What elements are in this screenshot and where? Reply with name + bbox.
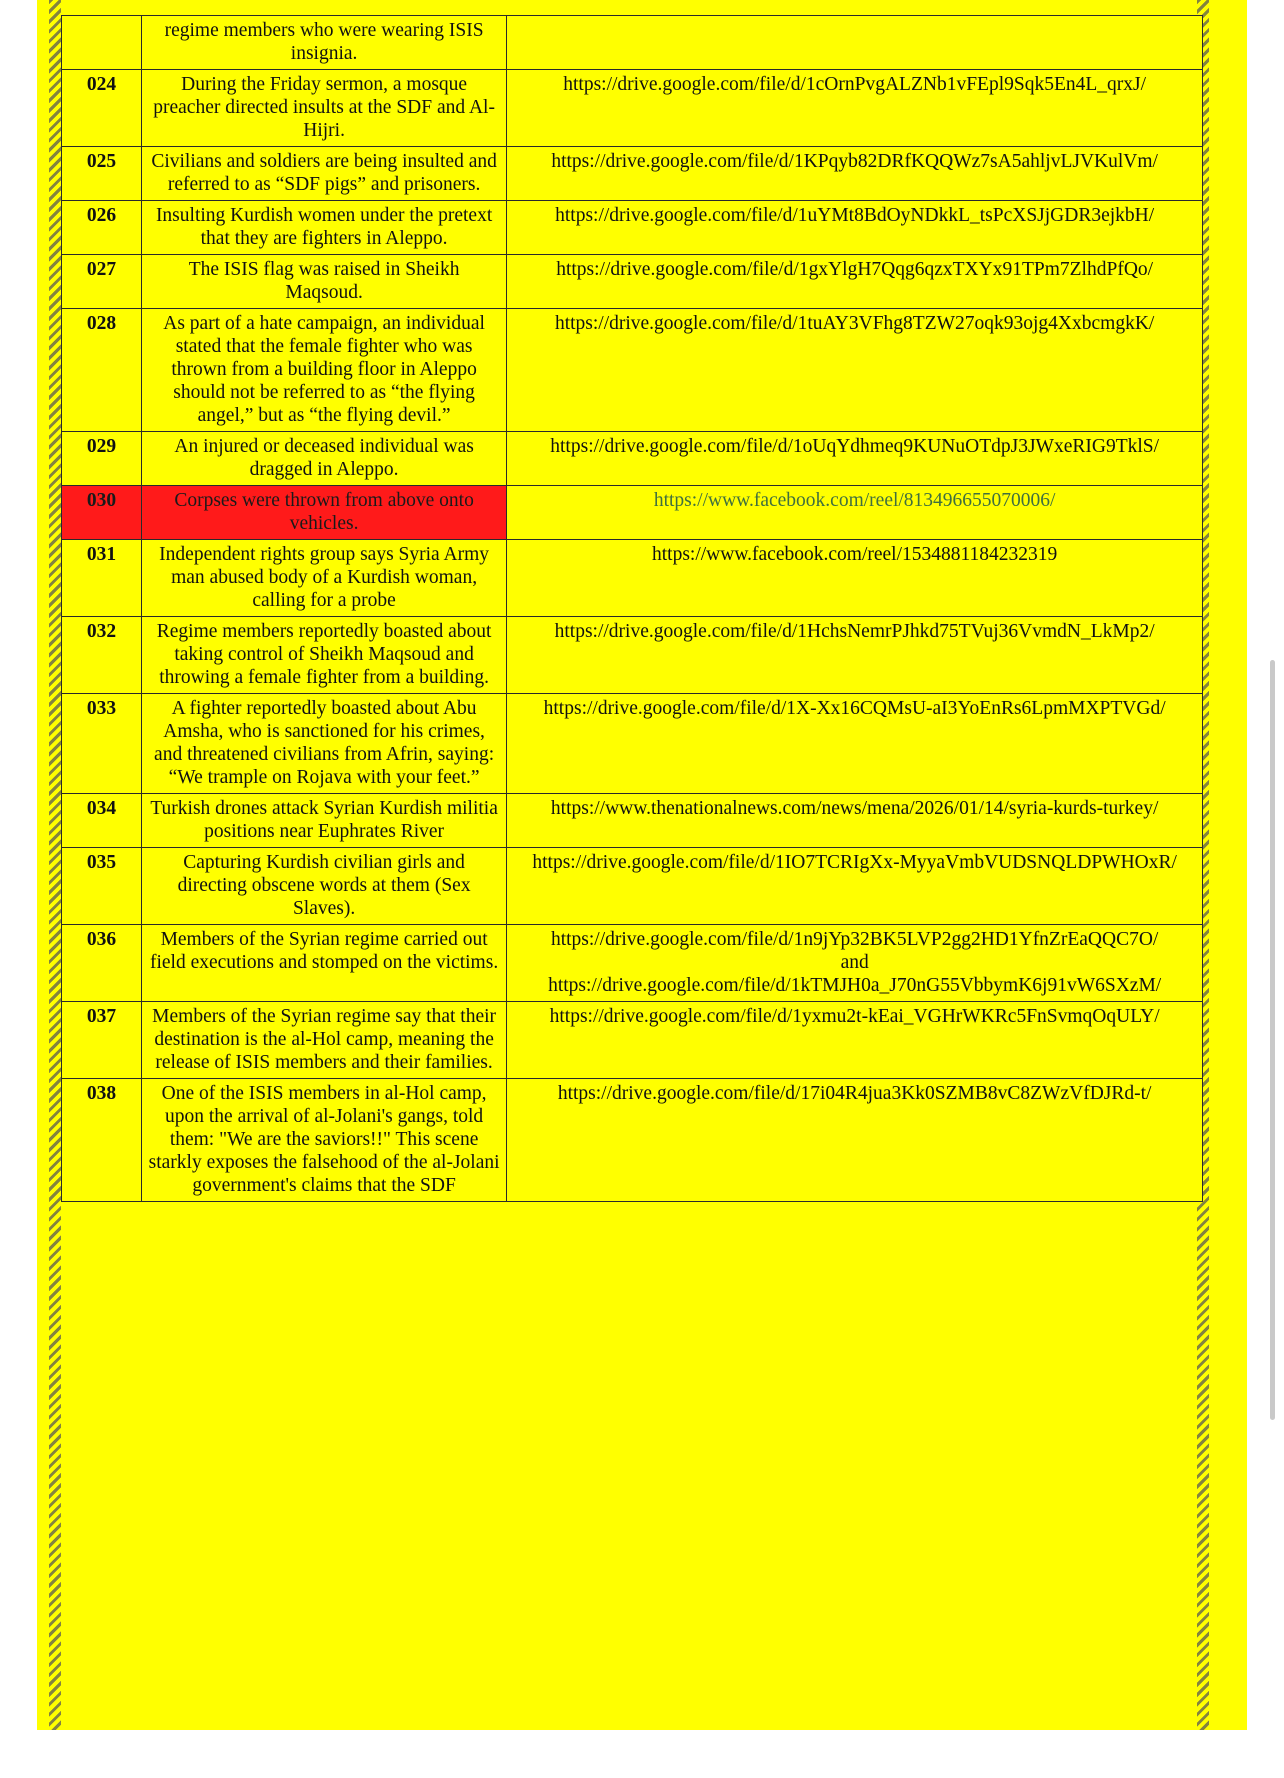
- row-link[interactable]: https://drive.google.com/file/d/1yxmu2t-kEai_VGHrWKRc5FnSvmqOqULY/: [549, 1006, 1160, 1027]
- row-number: 036: [62, 925, 142, 1002]
- row-link[interactable]: https://drive.google.com/file/d/1n9jYp32BK5LVP2gg2HD1YfnZrEaQQC7O/: [550, 929, 1159, 950]
- row-link[interactable]: https://drive.google.com/file/d/1tuAY3VFhg8TZW27oqk93ojg4XxbcmgkK/: [554, 313, 1155, 334]
- row-link-cell: [507, 70, 1203, 147]
- page-bottom-margin: [0, 1730, 1284, 1778]
- vertical-scrollbar[interactable]: [1270, 660, 1275, 1420]
- row-link-cell: [507, 925, 1203, 1002]
- row-description: The ISIS flag was raised in Sheikh Maqsoud.: [141, 255, 506, 309]
- selection-border-left: [49, 0, 61, 1730]
- row-number: 030: [62, 486, 142, 540]
- row-number: 032: [62, 617, 142, 694]
- row-number: 024: [62, 70, 142, 147]
- table-row: [62, 147, 1203, 201]
- table-row: [62, 486, 1203, 540]
- row-link-cell: [507, 16, 1203, 70]
- row-link[interactable]: https://drive.google.com/file/d/1cOrnPvgALZNb1vFEpl9Sqk5En4L_qrxJ/: [563, 74, 1147, 95]
- row-number: 037: [62, 1002, 142, 1079]
- table-row: [62, 794, 1203, 848]
- document-sheet: [37, 0, 1247, 1730]
- row-link[interactable]: https://www.thenationalnews.com/news/mena/2026/01/14/syria-kurds-turkey/: [550, 798, 1159, 819]
- incident-table: [61, 15, 1203, 1202]
- row-link-cell: [507, 540, 1203, 617]
- row-description: Capturing Kurdish civilian girls and directing obscene words at them (Sex Slaves).: [141, 848, 506, 925]
- row-number: 028: [62, 309, 142, 432]
- row-number: 031: [62, 540, 142, 617]
- row-link[interactable]: https://drive.google.com/file/d/17i04R4jua3Kk0SZMB8vC8ZWzVfDJRd-t/: [557, 1083, 1152, 1104]
- row-number: 033: [62, 694, 142, 794]
- row-description: During the Friday sermon, a mosque preacher directed insults at the SDF and Al-Hijri.: [141, 70, 506, 147]
- row-link[interactable]: https://drive.google.com/file/d/1X-Xx16CQMsU-aI3YoEnRs6LpmMXPTVGd/: [543, 698, 1166, 719]
- incident-table-body: [62, 16, 1203, 1202]
- row-number: 025: [62, 147, 142, 201]
- row-link-cell: [507, 848, 1203, 925]
- row-description: A fighter reportedly boasted about Abu Amsha, who is sanctioned for his crimes, and threatened civilians from Afrin, saying: “We trample on Rojava with your feet.”: [141, 694, 506, 794]
- row-link[interactable]: https://www.facebook.com/reel/813496655070006/: [653, 490, 1056, 511]
- row-description: Members of the Syrian regime say that their destination is the al-Hol camp, meaning the release of ISIS members and their families.: [141, 1002, 506, 1079]
- row-link-cell: [507, 617, 1203, 694]
- row-link-cell: [507, 147, 1203, 201]
- row-description: Members of the Syrian regime carried out field executions and stomped on the victims.: [141, 925, 506, 1002]
- row-link-cell: [507, 1002, 1203, 1079]
- row-link-cell: [507, 794, 1203, 848]
- row-description: One of the ISIS members in al-Hol camp, upon the arrival of al-Jolani's gangs, told them: "We are the saviors!!" This scene starkly exposes the falsehood of the al-Jolani government's claims that the SDF: [141, 1079, 506, 1202]
- row-link[interactable]: https://www.facebook.com/reel/1534881184232319: [652, 544, 1058, 565]
- row-description: An injured or deceased individual was dragged in Aleppo.: [141, 432, 506, 486]
- row-link-cell: [507, 1079, 1203, 1202]
- row-link-cell: [507, 486, 1203, 540]
- table-row: [62, 70, 1203, 147]
- row-number: 035: [62, 848, 142, 925]
- table-row: [62, 255, 1203, 309]
- row-number: 034: [62, 794, 142, 848]
- row-link-cell: [507, 255, 1203, 309]
- table-row: [62, 16, 1203, 70]
- row-number: 029: [62, 432, 142, 486]
- row-link[interactable]: https://drive.google.com/file/d/1oUqYdhmeq9KUNuOTdpJ3JWxeRIG9TklS/: [550, 436, 1160, 457]
- row-description: Civilians and soldiers are being insulted and referred to as “SDF pigs” and prisoners.: [141, 147, 506, 201]
- row-link[interactable]: https://drive.google.com/file/d/1kTMJH0a_J70nG55VbbymK6j91vW6SXzM/: [548, 975, 1162, 996]
- row-link-cell: [507, 432, 1203, 486]
- row-number: 038: [62, 1079, 142, 1202]
- table-row: [62, 617, 1203, 694]
- table-row: [62, 432, 1203, 486]
- table-row: [62, 1079, 1203, 1202]
- row-number: 027: [62, 255, 142, 309]
- row-link-cell: [507, 309, 1203, 432]
- row-description: Turkish drones attack Syrian Kurdish militia positions near Euphrates River: [141, 794, 506, 848]
- row-link[interactable]: https://drive.google.com/file/d/1KPqyb82DRfKQQWz7sA5ahljvLJVKulVm/: [551, 151, 1158, 172]
- row-link[interactable]: https://drive.google.com/file/d/1HchsNemrPJhkd75TVuj36VvmdN_LkMp2/: [554, 621, 1155, 642]
- row-link[interactable]: https://drive.google.com/file/d/1uYMt8BdOyNDkkL_tsPcXSJjGDR3ejkbH/: [555, 205, 1155, 226]
- row-link[interactable]: https://drive.google.com/file/d/1gxYlgH7Qqg6qzxTXYx91TPm7ZlhdPfQo/: [556, 259, 1154, 280]
- table-row: [62, 694, 1203, 794]
- table-row: [62, 925, 1203, 1002]
- row-description: regime members who were wearing ISIS insignia.: [141, 16, 506, 70]
- row-description: Regime members reportedly boasted about taking control of Sheikh Maqsoud and throwing a female fighter from a building.: [141, 617, 506, 694]
- table-row: [62, 201, 1203, 255]
- table-row: [62, 540, 1203, 617]
- row-link[interactable]: https://drive.google.com/file/d/1IO7TCRIgXx-MyyaVmbVUDSNQLDPWHOxR/: [532, 852, 1177, 873]
- link-separator: and: [840, 952, 869, 973]
- table-row: [62, 1002, 1203, 1079]
- table-row: [62, 309, 1203, 432]
- row-description: Insulting Kurdish women under the pretext that they are fighters in Aleppo.: [141, 201, 506, 255]
- table-row: [62, 848, 1203, 925]
- row-number: 026: [62, 201, 142, 255]
- row-link-cell: [507, 201, 1203, 255]
- row-description: Corpses were thrown from above onto vehicles.: [141, 486, 506, 540]
- row-link-cell: [507, 694, 1203, 794]
- row-number: [62, 16, 142, 70]
- row-description: Independent rights group says Syria Army man abused body of a Kurdish woman, calling for a probe: [141, 540, 506, 617]
- row-description: As part of a hate campaign, an individual stated that the female fighter who was thrown from a building floor in Aleppo should not be referred to as “the flying angel,” but as “the flying devil.”: [141, 309, 506, 432]
